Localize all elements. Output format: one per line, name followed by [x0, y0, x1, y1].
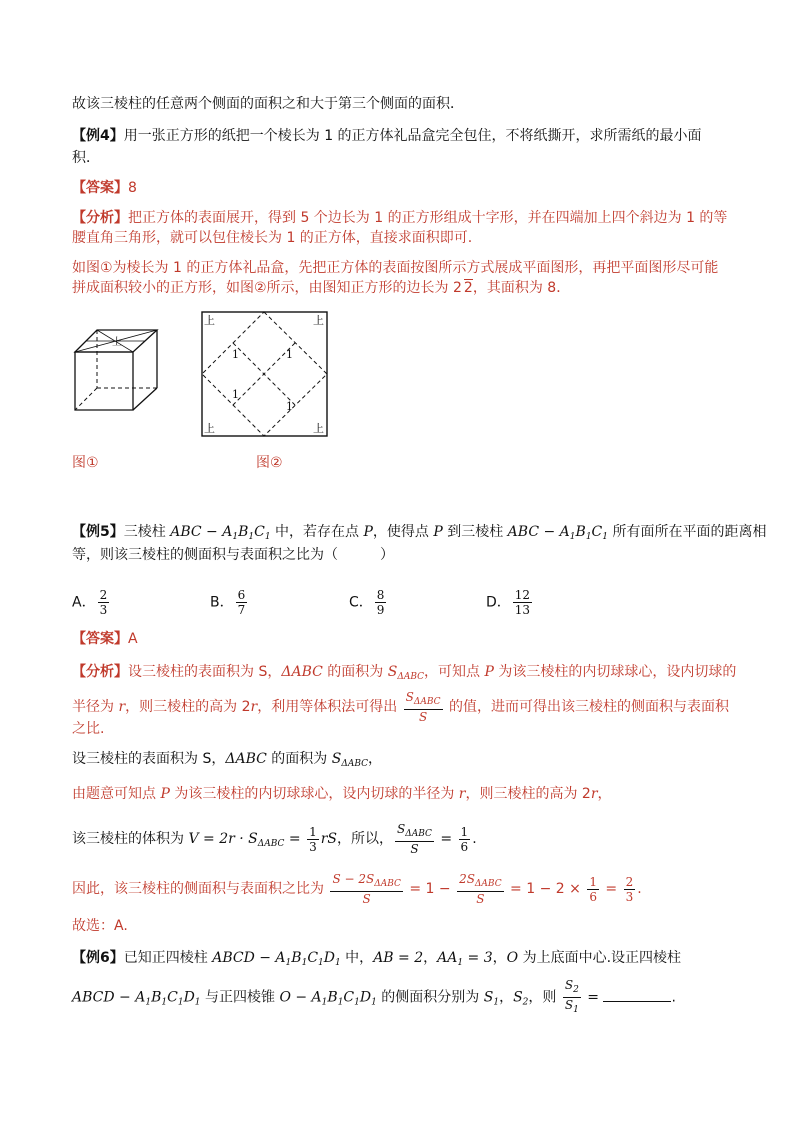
example5-question-line2: 等，则该三棱柱的侧面积与表面积之比为（ ） — [72, 547, 394, 563]
option-a[interactable]: A． $\frac{2}{3}$ — [72, 588, 108, 617]
option-b[interactable]: B． $\frac{6}{7}$ — [210, 588, 246, 617]
option-d[interactable]: D． $\frac{12}{13}$ — [486, 588, 531, 617]
option-c[interactable]: C． $\frac{8}{9}$ — [349, 588, 385, 617]
figure1-caption: 图① — [72, 455, 99, 471]
example6-tag: 【例6】 — [72, 950, 124, 966]
figure2-corner-label-tr: 上 — [313, 314, 324, 327]
example4-question-line2: 积． — [72, 150, 100, 166]
example4-question-line1: 【例4】用一张正方形的纸把一个棱长为 1 的正方体礼品盒完全包住，不将纸撕开，求所需纸的最小面 — [72, 128, 702, 144]
example6-question-line2: ABCD − $A_1B_1C_1D_1$ 与正四棱锥 $O - A_1B_1C_1D_1$ 的侧面积分别为 $S_1$，$S_2$，则 $\frac{S_2}{S_1}$ = . — [72, 978, 676, 1015]
example5-analysis-line3: 之比. — [72, 721, 105, 737]
figure2-corner-label-tl: 上 — [204, 314, 215, 327]
figure1-cube — [70, 322, 162, 414]
figure1-top-label: 上 — [112, 337, 122, 348]
example5-analysis-line2: 半径为 r，则三棱柱的高为 2r，利用等体积法可得出 $\frac{S_{\Delta ABC}}{S}$ 的值，进而可得出该三棱柱的侧面积与表面积 — [72, 690, 730, 724]
figure2-area-label: 1 — [232, 348, 239, 361]
figure2-area-label: 1 — [232, 388, 239, 401]
figure2-area-label: 1 — [286, 348, 293, 361]
example4-tag: 【例4】 — [72, 128, 124, 144]
conclusion-line: 故该三棱柱的任意两个侧面的面积之和大于第三个侧面的面积． — [72, 96, 464, 112]
example4-solution-line2: 拼成面积较小的正方形，如图②所示，由图知正方形的边长为 2 2，其面积为 8． — [72, 280, 571, 296]
example5-question-line1: 【例5】三棱柱 ABC − $A_1B_1C_1$ 中，若存在点 P，使得点 P 到三棱柱 ABC − $A_1B_1C_1$ 所有面所在平面的距离相 — [72, 524, 767, 542]
example6-question-line1: 【例6】已知正四棱柱 ABCD − $A_1B_1C_1D_1$ 中，AB = 2，$AA_1 = 3$，O 为上底面中心.设正四棱柱 — [72, 950, 682, 968]
choice-line: 故选：A. — [72, 918, 128, 934]
answer-blank[interactable] — [603, 987, 671, 1002]
solution-line2: 由题意可知点 P 为该三棱柱的内切球球心，设内切球的半径为 r，则三棱柱的高为 2r， — [72, 786, 612, 802]
example5-answer: 【答案】A — [72, 631, 138, 647]
figure2-area-label: 1 — [286, 400, 293, 413]
example4-answer: 【答案】8 — [72, 180, 137, 196]
example5-analysis-line1: 【分析】设三棱柱的表面积为 S，ΔABC 的面积为 $S_{\Delta ABC}$，可知点 P 为该三棱柱的内切球球心，设内切球的 — [72, 664, 737, 682]
figure2-corner-label-br: 上 — [313, 422, 324, 435]
solution-conclusion-line: 因此，该三棱柱的侧面积与表面积之比为 $\frac{S - 2S_{\Delta ABC}}{S}$ = 1 − $\frac{2S_{\Delta ABC}}{S}$ = 1 − 2 × $\frac{1}{6}$ = $\frac{2}{3}$ . — [72, 872, 642, 906]
solution-line1: 设三棱柱的表面积为 S，ΔABC 的面积为 $S_{\Delta ABC}$， — [72, 751, 382, 769]
figure2-corner-label-bl: 上 — [204, 422, 215, 435]
example4-analysis-line2: 腰直角三角形，就可以包住棱长为 1 的正方体，直接求面积即可. — [72, 230, 473, 246]
solution-volume-line: 该三棱柱的体积为 $V = 2r \cdot S_{\Delta ABC}$ = $\frac{1}{3}$ rS，所以， $\frac{S_{\Delta ABC}}{S}$ = $\frac{1}{6}$ . — [72, 822, 477, 856]
figure2-square-net — [200, 310, 330, 438]
example4-solution-line1: 如图①为棱长为 1 的正方体礼品盒，先把正方体的表面按图所示方式展成平面图形，再把平面图形尽可能 — [72, 260, 719, 276]
example4-analysis-line1: 【分析】把正方体的表面展开，得到 5 个边长为 1 的正方形组成十字形，并在四端加上四个斜边为 1 的等 — [72, 210, 728, 226]
example5-tag: 【例5】 — [72, 524, 124, 540]
figure2-caption: 图② — [256, 455, 283, 471]
